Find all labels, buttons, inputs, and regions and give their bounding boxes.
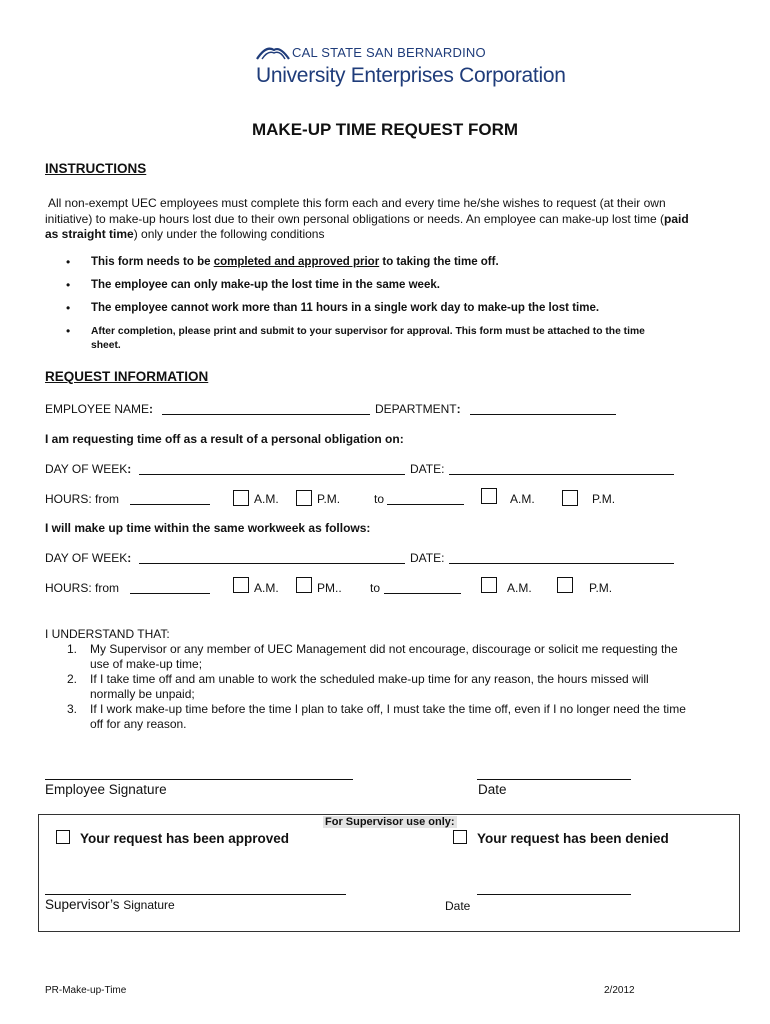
date-field[interactable] [449, 474, 674, 475]
supervisor-signature-line[interactable] [45, 894, 346, 895]
request-heading: REQUEST INFORMATION [45, 369, 209, 384]
makeup-to-am-checkbox[interactable] [481, 577, 497, 593]
to-pm-checkbox[interactable] [562, 490, 578, 506]
employee-date-line[interactable] [477, 779, 631, 780]
supervisor-date-label: Date [445, 899, 471, 913]
employee-name-field[interactable] [162, 414, 370, 415]
makeup-hours-to-field[interactable] [384, 593, 461, 594]
condition-2: The employee can only make-up the lost time in the same week. [91, 279, 440, 291]
condition-1: This form needs to be completed and approved prior to taking the time off. [91, 256, 499, 268]
day-of-week-field[interactable] [139, 474, 405, 475]
makeup-from-pm-checkbox[interactable] [296, 577, 312, 593]
instructions-intro-line3: as straight time) only under the following conditions [45, 227, 325, 241]
bullet-dot: • [66, 301, 71, 315]
makeup-date-field[interactable] [449, 563, 674, 564]
am-label: A.M. [510, 492, 535, 506]
logo-bottom-text: University Enterprises Corporation [256, 64, 566, 87]
understand-item-3-line1: If I work make-up time before the time I plan to take off, I must take the time off, even if I no longer need the time [90, 702, 686, 716]
day-of-week-label: DAY OF WEEK: [45, 462, 132, 476]
employee-date-label: Date [478, 782, 507, 797]
makeup-heading: I will make up time within the same workweek as follows: [45, 521, 371, 535]
footer-form-id: PR-Make-up-Time [45, 985, 127, 996]
employee-name-label: EMPLOYEE NAME: [45, 402, 154, 416]
makeup-from-am-checkbox[interactable] [233, 577, 249, 593]
logo-top-text: CAL STATE SAN BERNARDINO [292, 45, 486, 60]
from-pm-checkbox[interactable] [296, 490, 312, 506]
from-am-checkbox[interactable] [233, 490, 249, 506]
to-label: to [370, 581, 381, 595]
footer-revision-date: 2/2012 [604, 985, 635, 996]
makeup-date-label: DATE: [410, 551, 445, 565]
understand-item-3-line2: off for any reason. [90, 717, 187, 731]
condition-3: The employee cannot work more than 11 hours in a single work day to make-up the lost time. [91, 302, 600, 314]
pm-label: P.M. [592, 492, 616, 506]
time-off-heading: I am requesting time off as a result of a personal obligation on: [45, 432, 404, 446]
to-am-checkbox[interactable] [481, 488, 497, 504]
department-field[interactable] [470, 414, 616, 415]
employee-signature-label: Employee Signature [45, 782, 167, 797]
bullet-dot: • [66, 324, 71, 338]
denied-label: Your request has been denied [477, 831, 669, 846]
supervisor-signature-label: Supervisor’s Signature [45, 897, 175, 912]
employee-signature-line[interactable] [45, 779, 353, 780]
am-label: A.M. [507, 581, 532, 595]
approved-label: Your request has been approved [80, 831, 290, 846]
instructions-intro-line2: initiative) to make-up hours lost due to their own personal obligations or needs. An employee can make-up lost time (paid [45, 212, 689, 226]
makeup-to-pm-checkbox[interactable] [557, 577, 573, 593]
understand-item-2-line2: normally be unpaid; [90, 687, 195, 701]
hours-to-field[interactable] [387, 504, 464, 505]
list-number: 1. [67, 642, 78, 656]
approved-checkbox[interactable] [56, 830, 70, 844]
makeup-hours-from-field[interactable] [130, 593, 210, 594]
instructions-intro-line1: All non-exempt UEC employees must complete this form each and every time he/she wishes to request (at their own [48, 196, 666, 210]
pm-label: P.M. [589, 581, 613, 595]
bullet-dot: • [66, 255, 71, 269]
form-title: MAKE-UP TIME REQUEST FORM [251, 120, 519, 139]
pm-label: PM.. [317, 581, 342, 595]
understand-item-2-line1: If I take time off and am unable to work the scheduled make-up time for any reason, the hours missed will [90, 672, 649, 686]
am-label: A.M. [254, 492, 279, 506]
denied-checkbox[interactable] [453, 830, 467, 844]
to-label: to [374, 492, 385, 506]
understand-item-1-line2: use of make-up time; [90, 657, 203, 671]
supervisor-date-line[interactable] [477, 894, 631, 895]
condition-4-line1: After completion, please print and submit to your supervisor for approval. This form must be attached to the time [91, 326, 645, 337]
list-number: 3. [67, 702, 78, 716]
understand-heading: I UNDERSTAND THAT: [45, 627, 170, 641]
pm-label: P.M. [317, 492, 341, 506]
mountain-logo-icon [256, 44, 290, 60]
am-label: A.M. [254, 581, 279, 595]
makeup-hours-from-label: HOURS: from [45, 581, 120, 595]
list-number: 2. [67, 672, 78, 686]
understand-item-1-line1: My Supervisor or any member of UEC Management did not encourage, discourage or solicit me requesting the [90, 642, 678, 656]
department-label: DEPARTMENT: [375, 402, 461, 416]
supervisor-use-label: For Supervisor use only: [325, 816, 455, 828]
makeup-day-of-week-field[interactable] [139, 563, 405, 564]
hours-from-label: HOURS: from [45, 492, 120, 506]
date-label: DATE: [410, 462, 445, 476]
hours-from-field[interactable] [130, 504, 210, 505]
bullet-dot: • [66, 278, 71, 292]
condition-4-line2: sheet. [91, 340, 121, 351]
makeup-day-of-week-label: DAY OF WEEK: [45, 551, 132, 565]
instructions-heading: INSTRUCTIONS [45, 161, 147, 176]
